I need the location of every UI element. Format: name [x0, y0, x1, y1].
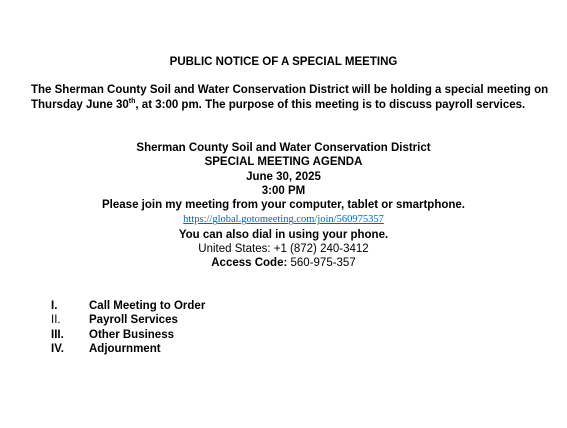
meeting-date: June 30, 2025	[246, 170, 321, 183]
access-code	[0, 256, 567, 270]
intro-text-part2: , at 3:00 pm. The purpose of this meeting is to discuss payroll services.	[135, 99, 526, 111]
agenda-item-number: I.	[51, 300, 58, 312]
intro-superscript: th	[128, 98, 136, 106]
agenda-item-label: Other Business	[89, 328, 174, 341]
agenda-heading: SPECIAL MEETING AGENDA	[204, 156, 363, 169]
agenda-item	[51, 299, 451, 313]
agenda-item-number: III.	[51, 328, 64, 341]
join-instructions: Please join my meeting from your computer, tablet or smartphone.	[102, 199, 465, 212]
meeting-link[interactable]: https://global.gotomeeting.com/join/560975357	[183, 214, 384, 226]
agenda-list	[51, 299, 451, 356]
dial-instructions: You can also dial in using your phone.	[178, 228, 389, 241]
phone-number: United States: +1 (872) 240-3412	[198, 243, 369, 256]
notice-intro-paragraph	[31, 83, 551, 113]
agenda-item-label: Call Meeting to Order	[89, 300, 206, 312]
agenda-item-label: Adjournment	[89, 342, 161, 355]
agenda-item-label: Payroll Services	[89, 314, 178, 327]
access-code-label: Access Code:	[211, 257, 288, 270]
meeting-time: 3:00 PM	[261, 184, 306, 197]
meeting-details	[0, 141, 567, 271]
agenda-item	[51, 313, 451, 327]
intro-text-part1: The Sherman County Soil and Water Conservation District will be holding a special meeting on Thursday June 30	[31, 84, 549, 111]
agenda-item	[51, 342, 451, 356]
organization-name: Sherman County Soil and Water Conservation District	[136, 142, 431, 154]
notice-title: PUBLIC NOTICE OF A SPECIAL MEETING	[169, 56, 398, 68]
agenda-item-number: IV.	[51, 342, 65, 355]
agenda-item	[51, 328, 451, 342]
agenda-item-number: II.	[51, 314, 61, 327]
access-code-value: 560-975-357	[287, 257, 356, 270]
